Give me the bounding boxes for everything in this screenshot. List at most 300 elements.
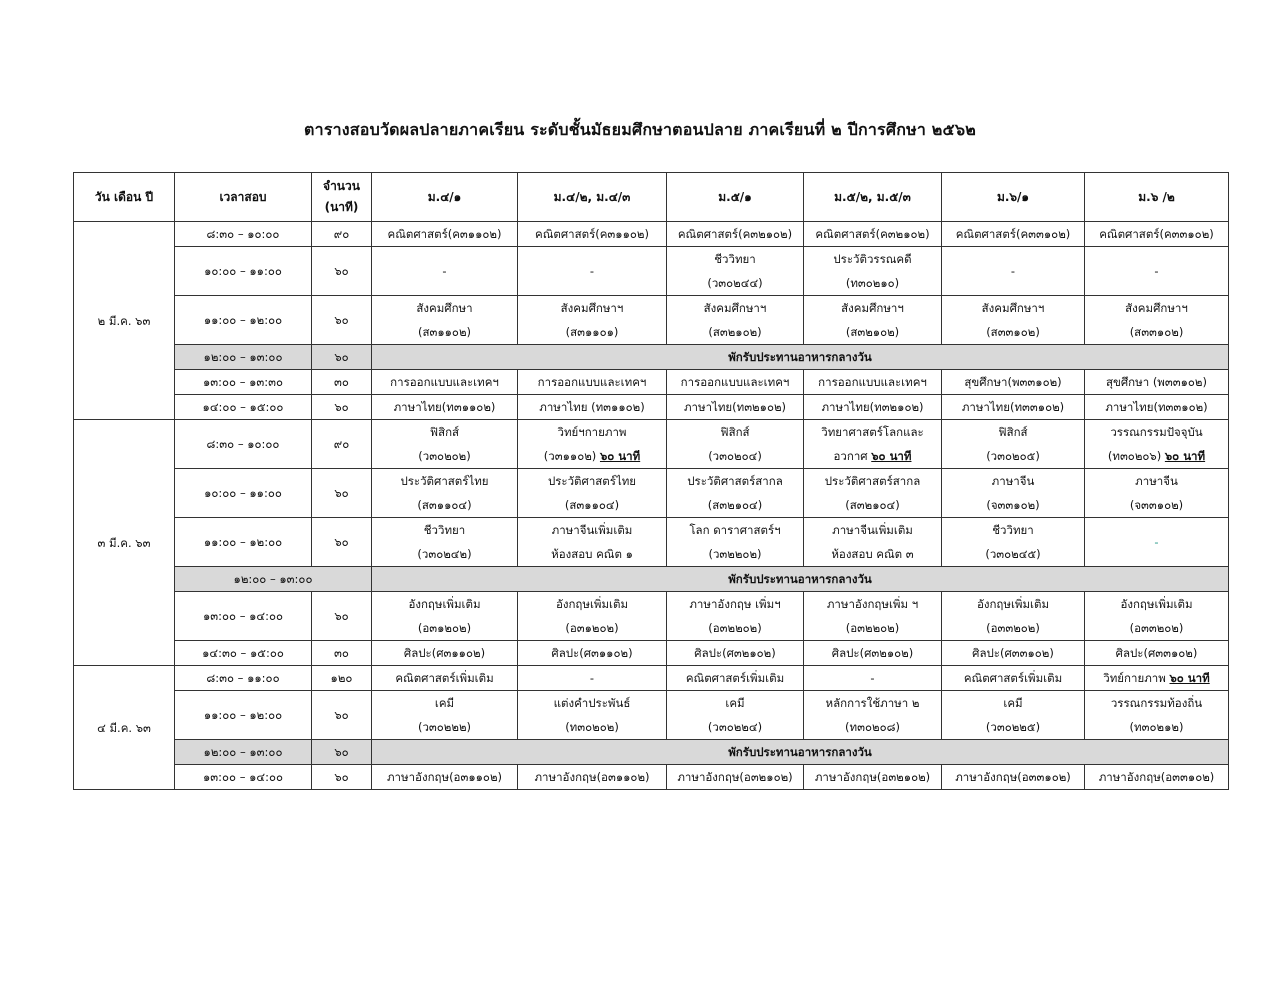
subject-code: (ส๓๓๑๐๒) bbox=[986, 325, 1040, 339]
subject-code-line bbox=[944, 320, 1082, 344]
subject-text: วิทย์กายภาพ bbox=[1103, 671, 1170, 685]
subject-cell bbox=[942, 518, 1085, 567]
subject-cell bbox=[804, 420, 942, 469]
subject-cell bbox=[518, 765, 667, 790]
exam-duration: ๖๐ bbox=[312, 395, 372, 420]
subject-text: คณิตศาสตร์(ค๓๓๑๐๒) bbox=[1099, 227, 1214, 241]
exam-time: ๘:๓๐ – ๑๐:๐๐ bbox=[175, 420, 312, 469]
subject-text: คณิตศาสตร์(ค๓๒๑๐๒) bbox=[677, 227, 793, 241]
subject-cell bbox=[667, 395, 804, 420]
subject-code-line bbox=[806, 542, 939, 566]
lunch-row bbox=[74, 740, 1229, 765]
subject-text: ศิลปะ(ศ๓๓๑๐๒) bbox=[972, 646, 1054, 660]
subject-text: การออกแบบและเทคฯ bbox=[537, 375, 647, 389]
lunch-row bbox=[74, 567, 1229, 592]
exam-duration: ๖๐ bbox=[312, 247, 372, 296]
subject-cell bbox=[667, 691, 804, 740]
subject-name: ชีววิทยา bbox=[714, 252, 756, 266]
schedule-row bbox=[74, 592, 1229, 641]
schedule-row bbox=[74, 296, 1229, 345]
subject-cell bbox=[804, 395, 942, 420]
subject-code: (ว๓๒๒๐๒) bbox=[708, 547, 762, 561]
subject-code: (อ๓๑๒๐๒) bbox=[417, 621, 472, 635]
subject-name: หลักการใช้ภาษา ๒ bbox=[825, 696, 920, 710]
subject-name: ประวัติศาสตร์ไทย bbox=[400, 474, 489, 488]
lunch-break-label: พักรับประทานอาหารกลางวัน bbox=[372, 567, 1229, 592]
subject-code-line bbox=[1087, 444, 1226, 468]
exam-time: ๘:๓๐ – ๑๑:๐๐ bbox=[175, 666, 312, 691]
exam-duration: ๓๐ bbox=[312, 641, 372, 666]
subject-code: (ว๓๑๑๐๒) bbox=[543, 449, 600, 463]
subject-name: แต่งคำประพันธ์ bbox=[553, 696, 631, 710]
subject-name: วรรณกรรมปัจจุบัน bbox=[1110, 425, 1203, 439]
exam-time: ๑๑:๐๐ – ๑๒:๐๐ bbox=[175, 691, 312, 740]
subject-code: (อ๓๒๒๐๒) bbox=[845, 621, 900, 635]
schedule-row bbox=[74, 518, 1229, 567]
subject-cell bbox=[518, 370, 667, 395]
subject-cell bbox=[518, 666, 667, 691]
header-class: ม.๕/๑ bbox=[667, 173, 804, 222]
schedule-row bbox=[74, 395, 1229, 420]
subject-code: (ส๓๒๑๐๔) bbox=[845, 498, 900, 512]
subject-cell bbox=[518, 592, 667, 641]
exam-time: ๑๔:๓๐ – ๑๕:๐๐ bbox=[175, 641, 312, 666]
subject-name: อังกฤษเพิ่มเติม bbox=[555, 597, 629, 611]
subject-cell bbox=[372, 420, 518, 469]
duration-note: ๖๐ นาที bbox=[599, 449, 641, 463]
header-duration bbox=[312, 173, 372, 222]
subject-code-line bbox=[1087, 320, 1226, 344]
subject-code-line bbox=[374, 542, 515, 566]
header-class: ม.๖ /๒ bbox=[1085, 173, 1229, 222]
subject-code-line bbox=[669, 271, 801, 295]
lunch-break-label: พักรับประทานอาหารกลางวัน bbox=[372, 740, 1229, 765]
subject-code: (อ๓๓๒๐๒) bbox=[986, 621, 1040, 635]
subject-code: (ส๓๓๑๐๒) bbox=[1129, 325, 1184, 339]
subject-name: ภาษาอังกฤษเพิ่ม ฯ bbox=[826, 597, 919, 611]
subject-cell bbox=[518, 641, 667, 666]
subject-cell bbox=[372, 691, 518, 740]
subject-text: ภาษาไทย(ท๓๒๑๐๒) bbox=[821, 400, 924, 414]
subject-name: วิทย์ฯกายภาพ bbox=[557, 425, 627, 439]
exam-duration: ๖๐ bbox=[312, 740, 372, 765]
subject-name: ภาษาจีนเพิ่มเติม bbox=[551, 523, 633, 537]
subject-code: อวกาศ bbox=[833, 449, 872, 463]
exam-duration: ๖๐ bbox=[312, 691, 372, 740]
subject-code-line bbox=[806, 715, 939, 739]
subject-text: คณิตศาสตร์(ค๓๑๑๐๒) bbox=[535, 227, 649, 241]
subject-text: - bbox=[1154, 535, 1159, 549]
header-class: ม.๔/๑ bbox=[372, 173, 518, 222]
subject-name: สังคมศึกษา bbox=[416, 301, 473, 315]
subject-code: (ว๓๐๒๒๒) bbox=[417, 720, 472, 734]
subject-code-line bbox=[806, 493, 939, 517]
exam-duration: ๖๐ bbox=[312, 296, 372, 345]
schedule-row bbox=[74, 420, 1229, 469]
header-row bbox=[74, 173, 1229, 222]
subject-cell bbox=[667, 420, 804, 469]
subject-name: ภาษาจีน bbox=[1135, 474, 1178, 488]
subject-cell bbox=[804, 518, 942, 567]
subject-name: เคมี bbox=[434, 696, 455, 710]
subject-code: (ส๓๑๑๐๔) bbox=[417, 498, 472, 512]
subject-name: สังคมศึกษาฯ bbox=[981, 301, 1045, 315]
subject-code: (ท๓๐๒๐๘) bbox=[845, 720, 900, 734]
subject-code-line bbox=[944, 444, 1082, 468]
subject-code-line bbox=[520, 715, 664, 739]
subject-cell bbox=[667, 765, 804, 790]
subject-text: - bbox=[589, 671, 595, 685]
subject-cell bbox=[667, 222, 804, 247]
exam-duration: ๙๐ bbox=[312, 222, 372, 247]
exam-time: ๑๒:๐๐ – ๑๓:๐๐ bbox=[175, 740, 312, 765]
subject-cell bbox=[942, 370, 1085, 395]
subject-cell bbox=[804, 370, 942, 395]
subject-cell bbox=[372, 296, 518, 345]
subject-name: อังกฤษเพิ่มเติม bbox=[976, 597, 1050, 611]
subject-text: คณิตศาสตร์เพิ่มเติม bbox=[685, 671, 785, 685]
subject-name: เคมี bbox=[725, 696, 745, 710]
subject-code: (ท๓๐๒๐๒) bbox=[565, 720, 619, 734]
subject-text: สุขศึกษา (พ๓๓๑๐๒) bbox=[1105, 375, 1207, 389]
header-date: วัน เดือน ปี bbox=[74, 173, 175, 222]
subject-cell bbox=[942, 469, 1085, 518]
subject-name: ภาษาอังกฤษ เพิ่มฯ bbox=[689, 597, 781, 611]
subject-text: คณิตศาสตร์(ค๓๓๑๐๒) bbox=[955, 227, 1071, 241]
subject-code: (อ๓๒๒๐๒) bbox=[708, 621, 762, 635]
subject-name: สังคมศึกษาฯ bbox=[841, 301, 904, 315]
subject-cell bbox=[518, 395, 667, 420]
subject-cell bbox=[942, 222, 1085, 247]
subject-cell bbox=[372, 518, 518, 567]
subject-code: (ส๓๑๑๐๒) bbox=[417, 325, 472, 339]
subject-text: ศิลปะ(ศ๓๓๑๐๒) bbox=[1115, 646, 1198, 660]
subject-code: (ว๓๐๒๒๔) bbox=[707, 720, 763, 734]
subject-name: ชีววิทยา bbox=[423, 523, 466, 537]
subject-cell bbox=[1085, 370, 1229, 395]
exam-time: ๑๓:๐๐ – ๑๓:๓๐ bbox=[175, 370, 312, 395]
exam-schedule-table bbox=[73, 172, 1229, 790]
subject-name: อังกฤษเพิ่มเติม bbox=[408, 597, 481, 611]
exam-time: ๘:๓๐ – ๑๐:๐๐ bbox=[175, 222, 312, 247]
exam-time: ๑๐:๐๐ – ๑๑:๐๐ bbox=[175, 247, 312, 296]
subject-cell bbox=[942, 592, 1085, 641]
subject-cell bbox=[1085, 641, 1229, 666]
subject-cell bbox=[942, 641, 1085, 666]
subject-code: (ว๓๐๒๔๒) bbox=[417, 547, 472, 561]
subject-cell bbox=[667, 296, 804, 345]
subject-name: วรรณกรรมท้องถิ่น bbox=[1110, 696, 1203, 710]
subject-text: ศิลปะ(ศ๓๑๑๐๒) bbox=[551, 646, 633, 660]
subject-text: คณิตศาสตร์เพิ่มเติม bbox=[395, 671, 494, 685]
subject-code-line bbox=[1087, 493, 1226, 517]
subject-code: (ว๓๐๒๒๕) bbox=[985, 720, 1041, 734]
subject-cell bbox=[1085, 666, 1229, 691]
subject-name: เคมี bbox=[1003, 696, 1023, 710]
subject-cell bbox=[1085, 222, 1229, 247]
subject-cell bbox=[804, 222, 942, 247]
subject-code-line bbox=[1087, 715, 1226, 739]
subject-name: ประวัติวรรณคดี bbox=[833, 252, 912, 266]
subject-code-line bbox=[520, 542, 664, 566]
exam-duration: ๓๐ bbox=[312, 370, 372, 395]
subject-cell bbox=[804, 469, 942, 518]
exam-duration: ๖๐ bbox=[312, 518, 372, 567]
subject-text: ภาษาไทย(ท๓๓๑๐๒) bbox=[1105, 400, 1208, 414]
subject-cell bbox=[942, 395, 1085, 420]
subject-text: - bbox=[1154, 264, 1159, 278]
subject-cell bbox=[1085, 420, 1229, 469]
subject-code: (ว๓๐๒๐๔) bbox=[708, 449, 762, 463]
subject-code-line bbox=[944, 542, 1082, 566]
subject-name: ฟิสิกส์ bbox=[998, 425, 1028, 439]
subject-name: โลก ดาราศาสตร์ฯ bbox=[689, 523, 781, 537]
schedule-row bbox=[74, 691, 1229, 740]
subject-code-line bbox=[669, 444, 801, 468]
header-class: ม.๔/๒, ม.๔/๓ bbox=[518, 173, 667, 222]
subject-cell bbox=[518, 296, 667, 345]
header-class: ม.๖/๑ bbox=[942, 173, 1085, 222]
subject-cell bbox=[804, 247, 942, 296]
subject-code: (ส๓๑๑๐๑) bbox=[565, 325, 619, 339]
subject-code-line bbox=[374, 444, 515, 468]
subject-text: - bbox=[870, 671, 875, 685]
subject-code: (ส๓๒๑๐๔) bbox=[707, 498, 763, 512]
subject-cell bbox=[942, 296, 1085, 345]
subject-name: สังคมศึกษาฯ bbox=[560, 301, 624, 315]
header-time: เวลาสอบ bbox=[175, 173, 312, 222]
subject-cell bbox=[372, 395, 518, 420]
subject-name: ชีววิทยา bbox=[992, 523, 1034, 537]
subject-code-line bbox=[1087, 616, 1226, 640]
subject-code: (ว๓๐๒๔๔) bbox=[707, 276, 763, 290]
exam-duration: ๖๐ bbox=[312, 765, 372, 790]
subject-text: การออกแบบและเทคฯ bbox=[390, 375, 499, 389]
exam-time: ๑๒:๐๐ – ๑๓:๐๐ bbox=[175, 345, 312, 370]
subject-code-line bbox=[944, 616, 1082, 640]
subject-cell bbox=[667, 518, 804, 567]
subject-code: (ว๓๐๒๔๕) bbox=[985, 547, 1041, 561]
subject-code-line bbox=[944, 715, 1082, 739]
subject-text: ภาษาอังกฤษ(อ๓๑๑๐๒) bbox=[534, 770, 650, 784]
subject-cell bbox=[372, 370, 518, 395]
exam-duration: ๖๐ bbox=[312, 469, 372, 518]
subject-code-line bbox=[520, 493, 664, 517]
subject-cell bbox=[1085, 691, 1229, 740]
subject-name: อังกฤษเพิ่มเติม bbox=[1120, 597, 1193, 611]
subject-cell bbox=[372, 666, 518, 691]
subject-code-line bbox=[374, 616, 515, 640]
subject-code: (จ๓๓๑๐๒) bbox=[986, 498, 1040, 512]
duration-note: ๖๐ นาที bbox=[1164, 449, 1206, 463]
exam-time: ๑๐:๐๐ – ๑๑:๐๐ bbox=[175, 469, 312, 518]
subject-code: (อ๓๓๒๐๒) bbox=[1129, 621, 1184, 635]
subject-cell bbox=[804, 666, 942, 691]
subject-name: วิทยาศาสตร์โลกและ bbox=[821, 425, 924, 439]
subject-cell bbox=[518, 469, 667, 518]
subject-cell bbox=[1085, 247, 1229, 296]
subject-name: ภาษาจีน bbox=[991, 474, 1035, 488]
subject-cell bbox=[804, 641, 942, 666]
subject-text: ภาษาอังกฤษ(อ๓๒๑๐๒) bbox=[677, 770, 793, 784]
subject-cell bbox=[942, 765, 1085, 790]
subject-cell bbox=[667, 370, 804, 395]
subject-cell bbox=[804, 296, 942, 345]
subject-cell bbox=[667, 247, 804, 296]
subject-code-line bbox=[520, 444, 664, 468]
schedule-row bbox=[74, 641, 1229, 666]
subject-code: (ว๓๐๒๐๕) bbox=[986, 449, 1040, 463]
subject-name: ภาษาจีนเพิ่มเติม bbox=[832, 523, 913, 537]
subject-name: ประวัติศาสตร์สากล bbox=[824, 474, 921, 488]
subject-cell bbox=[804, 592, 942, 641]
subject-text: ศิลปะ(ศ๓๒๑๐๒) bbox=[694, 646, 776, 660]
header-class: ม.๕/๒, ม.๕/๓ bbox=[804, 173, 942, 222]
subject-code: (ท๓๐๒๑๐) bbox=[845, 276, 900, 290]
subject-code-line bbox=[374, 715, 515, 739]
subject-code-line bbox=[669, 715, 801, 739]
subject-code-line bbox=[520, 320, 664, 344]
subject-text: ภาษาไทย(ท๓๑๑๐๒) bbox=[393, 400, 496, 414]
subject-text: ภาษาอังกฤษ(อ๓๓๑๐๒) bbox=[1098, 770, 1215, 784]
subject-text: ศิลปะ(ศ๓๑๑๐๒) bbox=[403, 646, 486, 660]
subject-cell bbox=[372, 592, 518, 641]
subject-cell bbox=[518, 420, 667, 469]
exam-date: ๓ มี.ค. ๖๓ bbox=[74, 420, 175, 666]
schedule-row bbox=[74, 765, 1229, 790]
exam-duration: ๑๒๐ bbox=[312, 666, 372, 691]
subject-name: ประวัติศาสตร์สากล bbox=[687, 474, 783, 488]
subject-name: สังคมศึกษาฯ bbox=[1125, 301, 1188, 315]
exam-time: ๑๓:๐๐ – ๑๔:๐๐ bbox=[175, 765, 312, 790]
page-title: ตารางสอบวัดผลปลายภาคเรียน ระดับชั้นมัธยมศึกษาตอนปลาย ภาคเรียนที่ ๒ ปีการศึกษา ๒๕๖๒ bbox=[304, 120, 976, 139]
subject-cell bbox=[372, 469, 518, 518]
subject-text: คณิตศาสตร์(ค๓๑๑๐๒) bbox=[387, 227, 502, 241]
subject-cell bbox=[518, 518, 667, 567]
schedule-row bbox=[74, 370, 1229, 395]
subject-cell bbox=[1085, 518, 1229, 567]
subject-code-line bbox=[806, 271, 939, 295]
subject-code: (ส๓๑๑๐๔) bbox=[564, 498, 620, 512]
schedule-row bbox=[74, 247, 1229, 296]
subject-text: ภาษาอังกฤษ(อ๓๑๑๐๒) bbox=[386, 770, 503, 784]
subject-cell bbox=[942, 691, 1085, 740]
exam-time: ๑๔:๐๐ – ๑๕:๐๐ bbox=[175, 395, 312, 420]
exam-time: ๑๑:๐๐ – ๑๒:๐๐ bbox=[175, 296, 312, 345]
exam-time: ๑๒:๐๐ – ๑๓:๐๐ bbox=[175, 567, 372, 592]
subject-code: (ท๓๐๒๐๖) bbox=[1107, 449, 1165, 463]
subject-code: (จ๓๓๑๐๒) bbox=[1129, 498, 1184, 512]
subject-cell bbox=[1085, 296, 1229, 345]
subject-name: ฟิสิกส์ bbox=[429, 425, 460, 439]
subject-code-line bbox=[806, 444, 939, 468]
subject-text: - bbox=[1010, 264, 1016, 278]
subject-cell bbox=[1085, 469, 1229, 518]
subject-cell bbox=[518, 222, 667, 247]
subject-cell bbox=[804, 691, 942, 740]
subject-code-line bbox=[669, 493, 801, 517]
subject-code: (ท๓๐๒๑๒) bbox=[1129, 720, 1184, 734]
subject-text: คณิตศาสตร์(ค๓๒๑๐๒) bbox=[815, 227, 930, 241]
lunch-row bbox=[74, 345, 1229, 370]
schedule-row bbox=[74, 469, 1229, 518]
exam-time: ๑๓:๐๐ – ๑๔:๐๐ bbox=[175, 592, 312, 641]
subject-text: - bbox=[589, 264, 595, 278]
subject-cell bbox=[372, 765, 518, 790]
subject-cell bbox=[942, 666, 1085, 691]
subject-text: ภาษาไทย (ท๓๑๑๐๒) bbox=[539, 400, 645, 414]
subject-text: ภาษาอังกฤษ(อ๓๒๑๐๒) bbox=[814, 770, 931, 784]
subject-text: การออกแบบและเทคฯ bbox=[818, 375, 927, 389]
subject-text: สุขศึกษา(พ๓๓๑๐๒) bbox=[964, 375, 1062, 389]
subject-code-line bbox=[669, 320, 801, 344]
duration-note: ๖๐ นาที bbox=[871, 449, 912, 463]
subject-code: ห้องสอบ คณิต ๓ bbox=[831, 547, 914, 561]
exam-duration: ๖๐ bbox=[312, 592, 372, 641]
subject-cell bbox=[942, 247, 1085, 296]
subject-cell bbox=[667, 592, 804, 641]
subject-cell bbox=[942, 420, 1085, 469]
subject-text: ภาษาไทย(ท๓๒๑๐๒) bbox=[683, 400, 787, 414]
header-duration-line1: จำนวน bbox=[323, 179, 360, 193]
subject-code: (อ๓๑๒๐๒) bbox=[565, 621, 619, 635]
subject-text: ศิลปะ(ศ๓๒๑๐๒) bbox=[831, 646, 914, 660]
subject-cell bbox=[1085, 765, 1229, 790]
subject-text: การออกแบบและเทคฯ bbox=[680, 375, 790, 389]
subject-text: ภาษาอังกฤษ(อ๓๓๑๐๒) bbox=[955, 770, 1071, 784]
duration-note: ๖๐ นาที bbox=[1169, 671, 1210, 685]
subject-cell bbox=[518, 691, 667, 740]
subject-cell bbox=[372, 641, 518, 666]
subject-cell bbox=[372, 222, 518, 247]
subject-cell bbox=[667, 469, 804, 518]
subject-code: (ส๓๒๑๐๒) bbox=[708, 325, 762, 339]
subject-code-line bbox=[374, 493, 515, 517]
lunch-break-label: พักรับประทานอาหารกลางวัน bbox=[372, 345, 1229, 370]
subject-code-line bbox=[669, 616, 801, 640]
header-duration-line2: (นาที) bbox=[324, 200, 359, 214]
subject-cell bbox=[1085, 395, 1229, 420]
subject-cell bbox=[667, 666, 804, 691]
subject-code-line bbox=[806, 616, 939, 640]
subject-name: สังคมศึกษาฯ bbox=[703, 301, 767, 315]
schedule-body bbox=[74, 222, 1229, 790]
subject-cell bbox=[372, 247, 518, 296]
subject-code-line bbox=[520, 616, 664, 640]
subject-name: ประวัติศาสตร์ไทย bbox=[547, 474, 637, 488]
subject-code-line bbox=[374, 320, 515, 344]
subject-code-line bbox=[806, 320, 939, 344]
subject-cell bbox=[518, 247, 667, 296]
exam-duration: ๙๐ bbox=[312, 420, 372, 469]
subject-cell bbox=[804, 765, 942, 790]
subject-code-line bbox=[944, 493, 1082, 517]
subject-text: - bbox=[442, 264, 447, 278]
subject-code-line bbox=[669, 542, 801, 566]
schedule-row bbox=[74, 666, 1229, 691]
subject-code: (ส๓๒๑๐๒) bbox=[845, 325, 900, 339]
exam-duration: ๖๐ bbox=[312, 345, 372, 370]
subject-code: (ว๓๐๒๐๒) bbox=[418, 449, 471, 463]
subject-code: ห้องสอบ คณิต ๑ bbox=[551, 547, 633, 561]
subject-text: คณิตศาสตร์เพิ่มเติม bbox=[963, 671, 1063, 685]
exam-date: ๒ มี.ค. ๖๓ bbox=[74, 222, 175, 420]
subject-cell bbox=[667, 641, 804, 666]
exam-time: ๑๑:๐๐ – ๑๒:๐๐ bbox=[175, 518, 312, 567]
schedule-row bbox=[74, 222, 1229, 247]
subject-text: ภาษาไทย(ท๓๓๑๐๒) bbox=[961, 400, 1065, 414]
exam-date: ๔ มี.ค. ๖๓ bbox=[74, 666, 175, 790]
